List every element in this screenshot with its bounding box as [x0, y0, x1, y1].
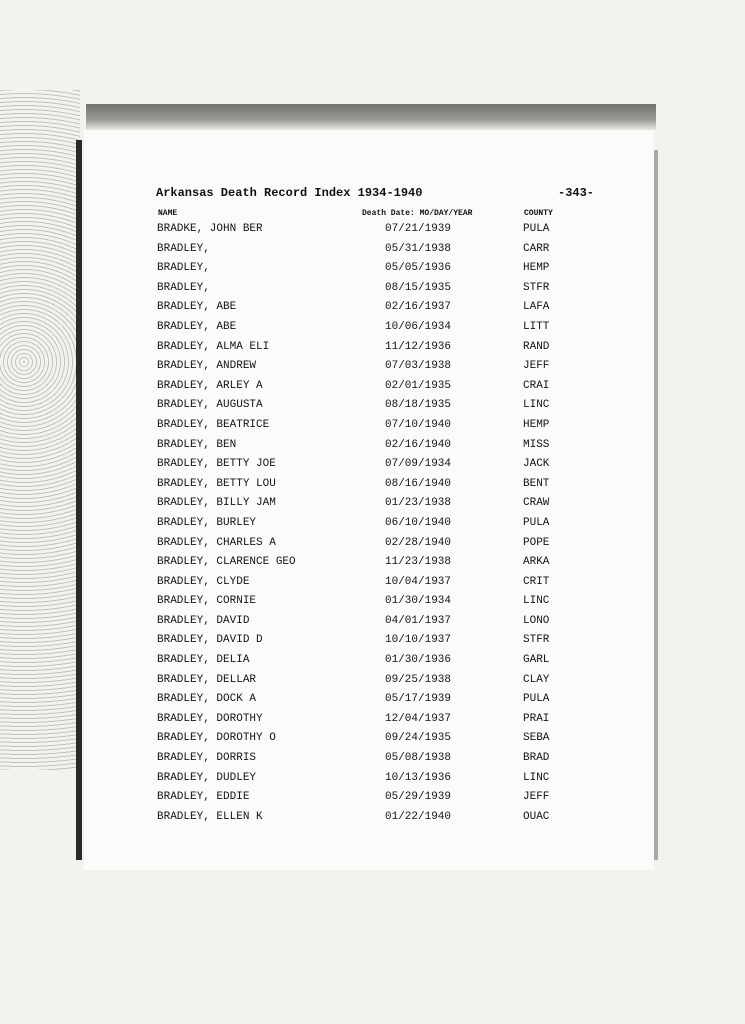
record-name: BRADLEY, CLYDE [157, 575, 250, 588]
record-name: BRADLEY, BETTY LOU [157, 477, 276, 490]
record-death-date: 01/30/1934 [385, 595, 452, 608]
record-death-date: 01/23/1938 [385, 497, 452, 510]
scan-shadow-top [86, 104, 656, 130]
record-row [0, 259, 745, 279]
record-name: BRADLEY, DORRIS [157, 752, 257, 765]
record-death-date: 07/21/1939 [385, 223, 452, 235]
record-county: PULA [523, 693, 550, 706]
record-death-date: 08/18/1935 [385, 399, 452, 412]
record-death-date: 10/10/1937 [385, 634, 452, 647]
record-name: BRADLEY, DUDLEY [157, 771, 257, 784]
record-county: ARKA [523, 556, 550, 569]
record-name: BRADLEY, CHARLES A [157, 536, 276, 549]
record-row [0, 298, 745, 318]
record-name: BRADLEY, CLARENCE GEO [157, 556, 296, 569]
record-county: LINC [523, 399, 550, 412]
record-death-date: 11/23/1938 [385, 556, 452, 569]
page-number: -343- [558, 186, 595, 200]
record-county: LONO [523, 614, 550, 627]
record-name: BRADLEY, EDDIE [157, 791, 250, 804]
record-name: BRADLEY, AUGUSTA [157, 399, 263, 412]
record-name: BRADLEY, ABE [157, 301, 237, 314]
record-county: POPE [523, 536, 550, 549]
record-death-date: 02/16/1937 [385, 301, 452, 314]
record-county: RAND [523, 340, 550, 353]
record-county: HEMP [523, 262, 550, 275]
record-list [0, 220, 745, 827]
record-death-date: 05/08/1938 [385, 752, 452, 765]
record-row [0, 690, 745, 710]
record-county: LITT [523, 320, 550, 333]
record-row [0, 534, 745, 554]
record-name: BRADLEY, DOCK A [157, 693, 257, 706]
record-death-date: 05/31/1938 [385, 242, 452, 255]
record-name: BRADLEY, DELIA [157, 654, 250, 667]
record-death-date: 11/12/1936 [385, 340, 452, 353]
record-name: BRADLEY, BETTY JOE [157, 458, 276, 471]
record-death-date: 01/22/1940 [385, 810, 452, 823]
record-row [0, 318, 745, 338]
record-county: JACK [523, 458, 550, 471]
record-county: PRAI [523, 712, 550, 725]
record-name: BRADLEY, BILLY JAM [157, 497, 276, 510]
record-county: LAFA [523, 301, 550, 314]
record-row [0, 808, 745, 828]
record-row [0, 475, 745, 495]
record-death-date: 07/03/1938 [385, 360, 452, 373]
record-row [0, 416, 745, 436]
record-row [0, 396, 745, 416]
record-county: CRAI [523, 379, 550, 392]
record-death-date: 10/04/1937 [385, 575, 452, 588]
record-death-date: 04/01/1937 [385, 614, 452, 627]
record-row [0, 573, 745, 593]
record-county: LINC [523, 771, 550, 784]
column-header-name: NAME [158, 209, 178, 218]
record-row [0, 279, 745, 299]
record-name: BRADLEY, DAVID [157, 614, 250, 627]
record-county: BENT [523, 477, 550, 490]
record-row [0, 631, 745, 651]
record-row [0, 553, 745, 573]
record-county: SEBA [523, 732, 550, 745]
record-row [0, 514, 745, 534]
record-row [0, 651, 745, 671]
record-death-date: 10/06/1934 [385, 320, 452, 333]
record-name: BRADLEY, BURLEY [157, 516, 257, 529]
record-name: BRADLEY, [157, 281, 210, 294]
document-title: Arkansas Death Record Index 1934-1940 [156, 186, 423, 200]
record-death-date: 12/04/1937 [385, 712, 452, 725]
record-death-date: 08/16/1940 [385, 477, 452, 490]
record-death-date: 07/09/1934 [385, 458, 452, 471]
record-death-date: 02/16/1940 [385, 438, 452, 451]
record-row [0, 710, 745, 730]
record-county: LINC [523, 595, 550, 608]
record-row [0, 749, 745, 769]
record-name: BRADLEY, BEN [157, 438, 237, 451]
record-name: BRADLEY, DELLAR [157, 673, 257, 686]
record-row [0, 788, 745, 808]
record-name: BRADLEY, DAVID D [157, 634, 263, 647]
record-county: JEFF [523, 791, 550, 804]
record-row [0, 377, 745, 397]
record-name: BRADLEY, ANDREW [157, 360, 257, 373]
record-death-date: 09/25/1938 [385, 673, 452, 686]
record-death-date: 02/01/1935 [385, 379, 452, 392]
record-county: CLAY [523, 673, 550, 686]
record-county: JEFF [523, 360, 550, 373]
record-row [0, 494, 745, 514]
record-county: MISS [523, 438, 550, 451]
record-county: STFR [523, 281, 550, 294]
record-death-date: 02/28/1940 [385, 536, 452, 549]
record-row [0, 769, 745, 789]
record-county: OUAC [523, 810, 550, 823]
record-county: HEMP [523, 418, 550, 431]
record-name: BRADLEY, DOROTHY O [157, 732, 276, 745]
record-name: BRADLEY, [157, 262, 210, 275]
record-death-date: 09/24/1935 [385, 732, 452, 745]
record-name: BRADLEY, ARLEY A [157, 379, 263, 392]
record-county: PULA [523, 223, 550, 235]
record-death-date: 10/13/1936 [385, 771, 452, 784]
record-county: STFR [523, 634, 550, 647]
record-row [0, 612, 745, 632]
record-row [0, 338, 745, 358]
record-county: CRIT [523, 575, 550, 588]
record-row [0, 220, 745, 240]
record-death-date: 06/10/1940 [385, 516, 452, 529]
record-row [0, 671, 745, 691]
record-death-date: 01/30/1936 [385, 654, 452, 667]
record-row [0, 436, 745, 456]
record-name: BRADLEY, ALMA ELI [157, 340, 270, 353]
record-row [0, 729, 745, 749]
record-name: BRADLEY, ELLEN K [157, 810, 263, 823]
record-name: BRADLEY, ABE [157, 320, 237, 333]
record-name: BRADLEY, CORNIE [157, 595, 257, 608]
record-row [0, 455, 745, 475]
record-name: BRADKE, JOHN BER [157, 223, 263, 235]
record-death-date: 08/15/1935 [385, 281, 452, 294]
record-name: BRADLEY, DOROTHY [157, 712, 263, 725]
record-county: PULA [523, 516, 550, 529]
record-death-date: 05/05/1936 [385, 262, 452, 275]
record-county: CRAW [523, 497, 550, 510]
column-header-county: COUNTY [524, 209, 553, 218]
record-row [0, 240, 745, 260]
record-death-date: 05/17/1939 [385, 693, 452, 706]
record-county: CARR [523, 242, 550, 255]
record-county: GARL [523, 654, 550, 667]
record-row [0, 357, 745, 377]
record-row [0, 592, 745, 612]
column-header-date: Death Date: MO/DAY/YEAR [362, 209, 473, 218]
record-county: BRAD [523, 752, 550, 765]
record-death-date: 05/29/1939 [385, 791, 452, 804]
record-name: BRADLEY, [157, 242, 210, 255]
record-name: BRADLEY, BEATRICE [157, 418, 270, 431]
record-death-date: 07/10/1940 [385, 418, 452, 431]
